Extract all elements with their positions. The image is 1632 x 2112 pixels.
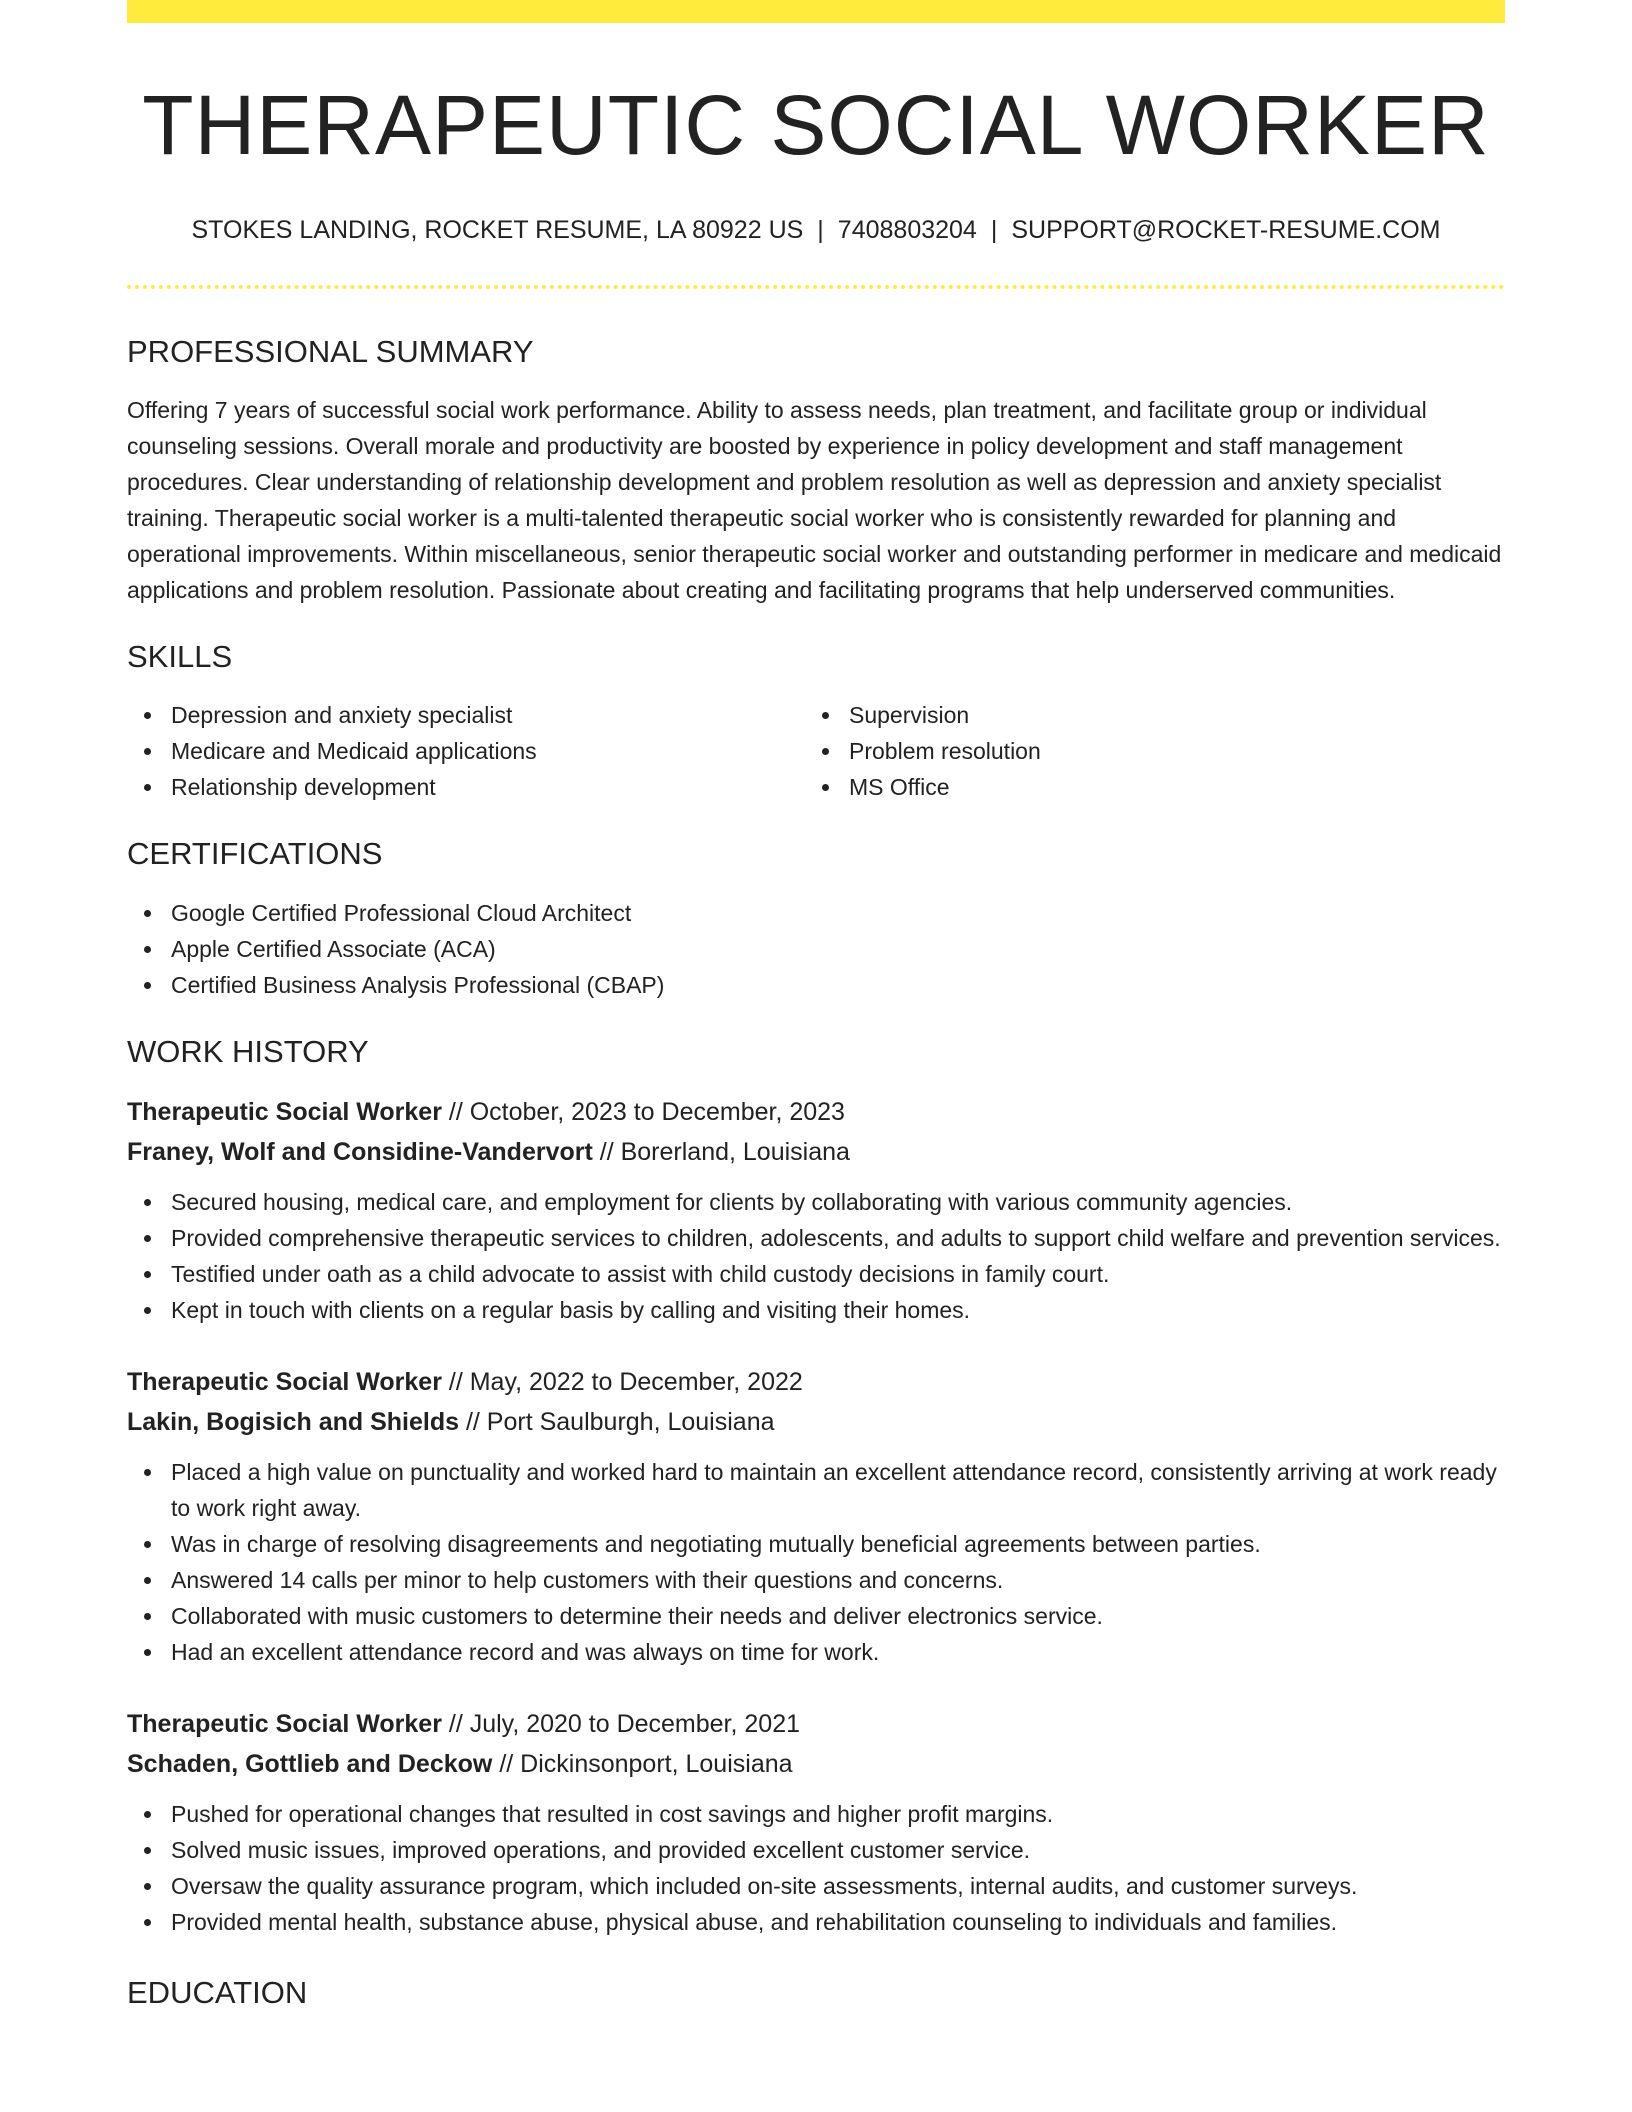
job-bullets (127, 1454, 1505, 1670)
contact-phone: 7408803204 (837, 216, 977, 244)
certifications-heading: CERTIFICATIONS (127, 836, 383, 872)
skill-item: Depression and anxiety specialist (127, 697, 805, 733)
certification-item: Google Certified Professional Cloud Architect (127, 895, 1505, 931)
skill-item: Problem resolution (805, 733, 1483, 769)
job-bullet: Answered 14 calls per minor to help customers with their questions and concerns. (127, 1562, 1505, 1598)
job-bullet: Secured housing, medical care, and employment for clients by collaborating with various community agencies. (127, 1184, 1505, 1220)
job-dates: // October, 2023 to December, 2023 (448, 1097, 845, 1126)
job-location: // Dickinsonport, Louisiana (499, 1749, 793, 1778)
job-bullet: Collaborated with music customers to determine their needs and deliver electronics service. (127, 1598, 1505, 1634)
job-location: // Borerland, Louisiana (599, 1137, 850, 1166)
job-bullet: Placed a high value on punctuality and worked hard to maintain an excellent attendance record, consistently arriving at work ready to work right away. (127, 1454, 1505, 1526)
skills-heading: SKILLS (127, 639, 233, 675)
job-entry (127, 1362, 1505, 1670)
job-bullet: Kept in touch with clients on a regular basis by calling and visiting their homes. (127, 1292, 1505, 1328)
contact-separator: | (817, 216, 824, 244)
job-dates: // July, 2020 to December, 2021 (448, 1709, 801, 1738)
job-bullets (127, 1796, 1505, 1940)
job-bullet: Oversaw the quality assurance program, which included on-site assessments, internal audits, and customer surveys. (127, 1868, 1505, 1904)
job-bullet: Pushed for operational changes that resulted in cost savings and higher profit margins. (127, 1796, 1505, 1832)
certification-item: Apple Certified Associate (ACA) (127, 931, 1505, 967)
skill-item: Medicare and Medicaid applications (127, 733, 805, 769)
job-title: Therapeutic Social Worker (127, 1709, 442, 1738)
job-company: Franey, Wolf and Considine-Vandervort (127, 1137, 593, 1166)
education-heading: EDUCATION (127, 1974, 308, 2010)
contact-separator: | (990, 216, 998, 244)
contact-address: STOKES LANDING, ROCKET RESUME, LA 80922 US (191, 216, 804, 244)
certifications-list (127, 895, 1505, 1003)
job-entry (127, 1704, 1505, 1940)
resume-name: THERAPEUTIC SOCIAL WORKER (142, 78, 1490, 172)
job-company: Schaden, Gottlieb and Deckow (127, 1749, 493, 1778)
contact-email: SUPPORT@ROCKET-RESUME.COM (1011, 216, 1441, 244)
job-title-line (127, 1704, 1505, 1744)
skill-item: Relationship development (127, 769, 805, 805)
job-company-line (127, 1402, 1505, 1442)
job-bullet: Provided comprehensive therapeutic services to children, adolescents, and adults to support child welfare and prevention services. (127, 1220, 1505, 1256)
job-bullet: Was in charge of resolving disagreements and negotiating mutually beneficial agreements between parties. (127, 1526, 1505, 1562)
summary-heading: PROFESSIONAL SUMMARY (127, 334, 534, 369)
contact-line (127, 215, 1505, 245)
work-history-heading: WORK HISTORY (127, 1033, 369, 1069)
job-dates: // May, 2022 to December, 2022 (448, 1367, 803, 1396)
job-title: Therapeutic Social Worker (127, 1097, 442, 1126)
work-history-section (127, 1033, 1505, 1940)
skills-column-left (127, 697, 805, 805)
job-company-line (127, 1132, 1505, 1172)
job-company-line (127, 1744, 1505, 1784)
job-bullet: Provided mental health, substance abuse, physical abuse, and rehabilitation counseling to individuals and families. (127, 1904, 1505, 1940)
education-section (127, 1974, 1505, 2011)
summary-section (127, 333, 1505, 608)
job-bullet: Testified under oath as a child advocate to assist with child custody decisions in family court. (127, 1256, 1505, 1292)
skills-grid (127, 697, 1505, 805)
top-accent-bar (127, 0, 1505, 23)
summary-text: Offering 7 years of successful social work performance. Ability to assess needs, plan treatment, and facilitate group or individual counseling sessions. Overall morale and productivity are boosted by experience in policy development and staff management procedures. Clear understanding of relationship development and problem resolution as well as depression and anxiety specialist training. Therapeutic social worker is a multi-talented therapeutic social worker who is consistently rewarded for planning and operational improvements. Within miscellaneous, senior therapeutic social worker and outstanding performer in medicare and medicaid applications and problem resolution. Passionate about creating and facilitating programs that help underserved communities. (127, 397, 1502, 604)
header-divider (127, 285, 1505, 289)
job-bullet: Solved music issues, improved operations, and provided excellent customer service. (127, 1832, 1505, 1868)
skills-column-right (805, 697, 1483, 805)
job-bullet: Had an excellent attendance record and was always on time for work. (127, 1634, 1505, 1670)
certifications-section (127, 835, 1505, 1002)
skill-item: MS Office (805, 769, 1483, 805)
job-entry (127, 1092, 1505, 1328)
job-bullets (127, 1184, 1505, 1328)
certification-item: Certified Business Analysis Professional (CBAP) (127, 967, 1505, 1003)
job-title-line (127, 1092, 1505, 1132)
job-title: Therapeutic Social Worker (127, 1367, 442, 1396)
skill-item: Supervision (805, 697, 1483, 733)
job-location: // Port Saulburgh, Louisiana (465, 1407, 775, 1436)
resume-page (127, 0, 1505, 2011)
skills-section (127, 638, 1505, 805)
job-company: Lakin, Bogisich and Shields (127, 1407, 460, 1436)
job-title-line (127, 1362, 1505, 1402)
